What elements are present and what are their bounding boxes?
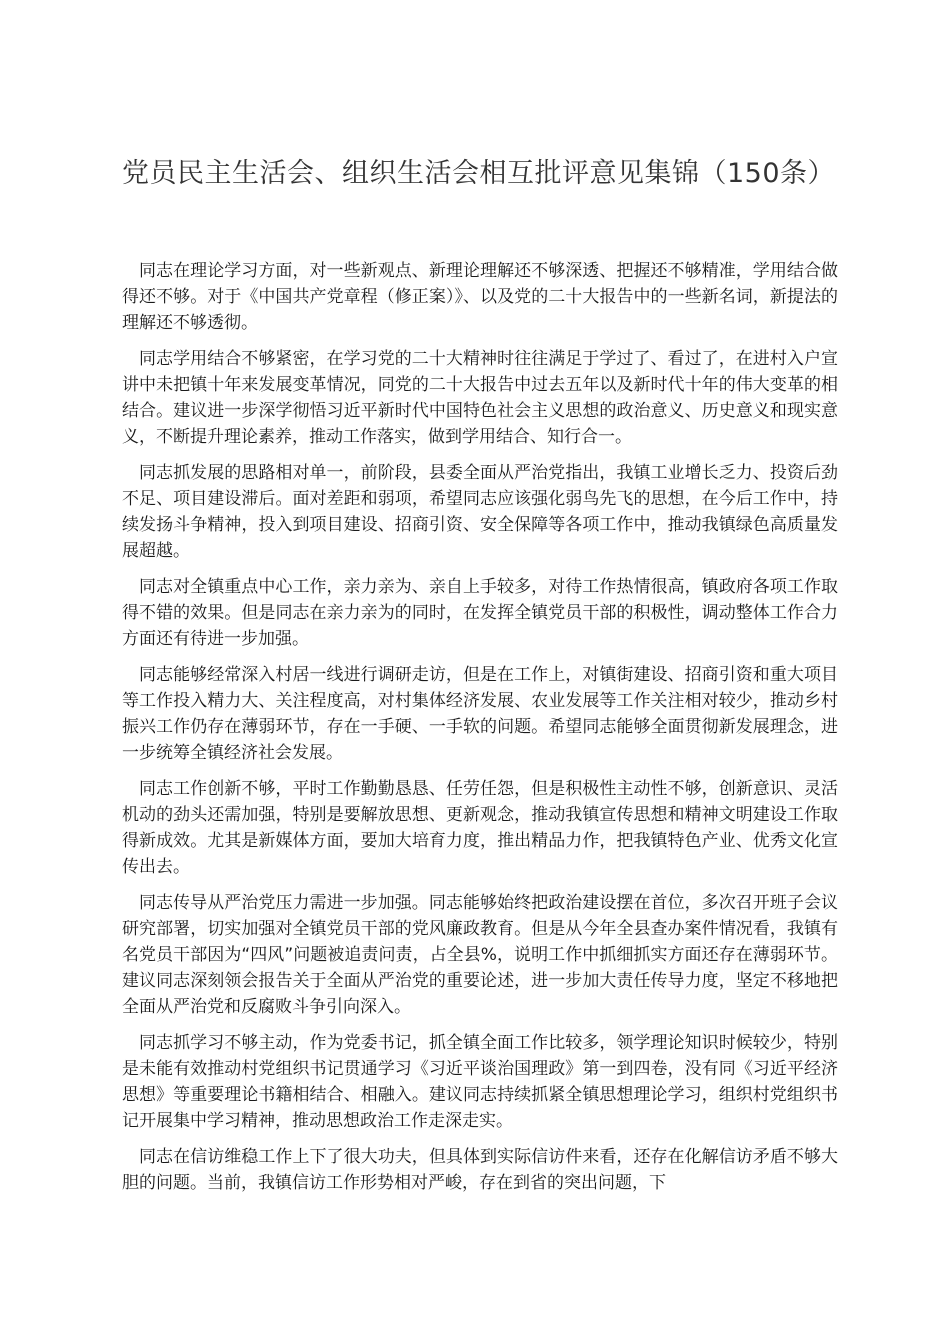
paragraph: 同志学用结合不够紧密，在学习党的二十大精神时往往满足于学过了、看过了，在进村入户宣讲中未把镇十年来发展变革情况，同党的二十大报告中过去五年以及新时代十年的伟大变革的相结合。建议进一步深学彻悟习近平新时代中国特色社会主义思想的政治意义、历史意义和现实意义，不断提升理论素养，推动工作落实，做到学用结合、知行合一。 xyxy=(122,349,838,447)
document-body xyxy=(122,258,838,1206)
paragraph: 同志在理论学习方面，对一些新观点、新理论理解还不够深透、把握还不够精准，学用结合做得还不够。对于《中国共产党章程（修正案）》、以及党的二十大报告中的一些新名词，新提法的理解还不够透彻。 xyxy=(122,261,838,333)
paragraph: 同志工作创新不够，平时工作勤勤恳恳、任劳任怨，但是积极性主动性不够，创新意识、灵活机动的劲头还需加强，特别是要解放思想、更新观念，推动我镇宣传思想和精神文明建设工作取得新成效。尤其是新媒体方面，要加大培育力度，推出精品力作，把我镇特色产业、优秀文化宣传出去。 xyxy=(122,779,838,877)
paragraph: 同志传导从严治党压力需进一步加强。同志能够始终把政治建设摆在首位，多次召开班子会议研究部署，切实加强对全镇党员干部的党风廉政教育。但是从今年全县查办案件情况看，我镇有名党员干部因为“四风”问题被追责问责，占全县%，说明工作中抓细抓实方面还存在薄弱环节。建议同志深刻领会报告关于全面从严治党的重要论述，进一步加大责任传导力度，坚定不移地把全面从严治党和反腐败斗争引向深入。 xyxy=(122,893,838,1017)
paragraph: 同志抓发展的思路相对单一，前阶段，县委全面从严治党指出，我镇工业增长乏力、投资后劲不足、项目建设滞后。面对差距和弱项，希望同志应该强化弱鸟先飞的思想，在今后工作中，持续发扬斗争精神，投入到项目建设、招商引资、安全保障等各项工作中，推动我镇绿色高质量发展超越。 xyxy=(122,463,838,561)
paragraph: 同志能够经常深入村居一线进行调研走访，但是在工作上，对镇街建设、招商引资和重大项目等工作投入精力大、关注程度高，对村集体经济发展、农业发展等工作关注相对较少，推动乡村振兴工作仍存在薄弱环节，存在一手硬、一手软的问题。希望同志能够全面贯彻新发展理念，进一步统筹全镇经济社会发展。 xyxy=(122,665,838,763)
paragraph: 同志对全镇重点中心工作，亲力亲为、亲自上手较多，对待工作热情很高，镇政府各项工作取得不错的效果。但是同志在亲力亲为的同时，在发挥全镇党员干部的积极性，调动整体工作合力方面还有待进一步加强。 xyxy=(122,577,838,649)
page-title: 党员民主生活会、组织生活会相互批评意见集锦（150条） xyxy=(122,158,836,189)
paragraph: 同志在信访维稳工作上下了很大功夫，但具体到实际信访件来看，还存在化解信访矛盾不够大胆的问题。当前，我镇信访工作形势相对严峻，存在到省的突出问题，下 xyxy=(122,1147,838,1193)
paragraph: 同志抓学习不够主动，作为党委书记，抓全镇全面工作比较多，领学理论知识时候较少，特别是未能有效推动村党组织书记贯通学习《习近平谈治国理政》第一到四卷，没有同《习近平经济思想》等重要理论书籍相结合、相融入。建议同志持续抓紧全镇思想理论学习，组织村党组织书记开展集中学习精神，推动思想政治工作走深走实。 xyxy=(122,1033,838,1131)
